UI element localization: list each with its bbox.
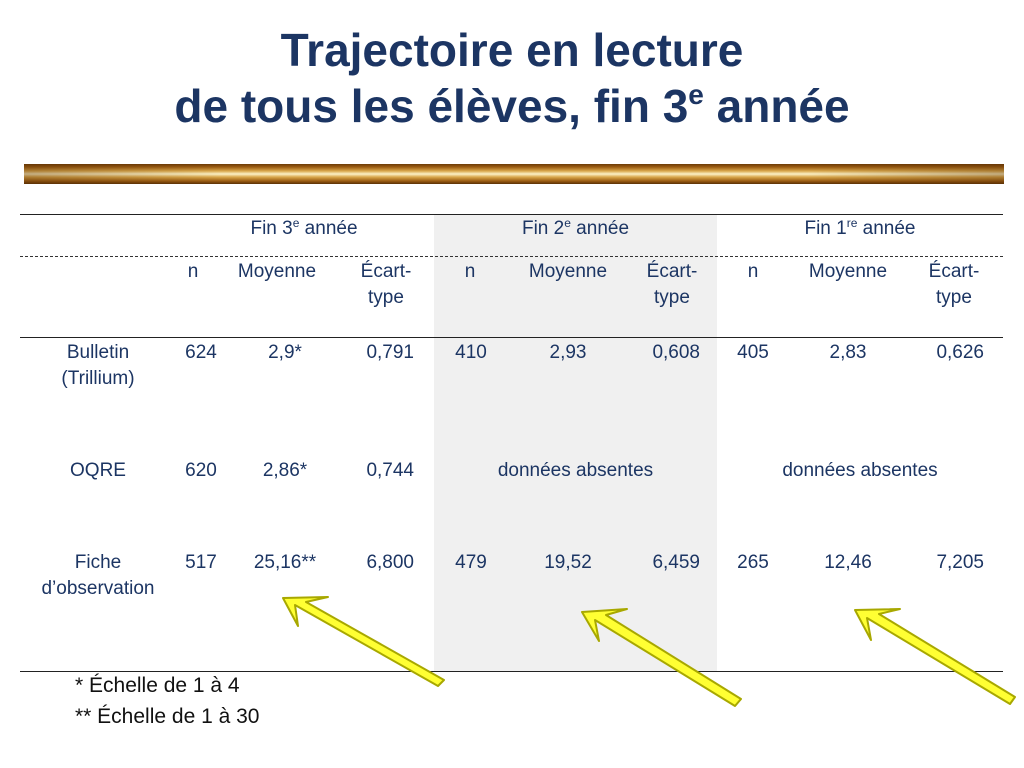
- subheader-ecart-line2: type: [936, 287, 972, 308]
- group-header-text: Fin 3: [250, 218, 293, 239]
- cell-moyenne: 2,86*: [262, 460, 308, 481]
- row-label-oqre: [28, 458, 168, 484]
- cell-n: 410: [455, 342, 487, 363]
- subheader-moyenne: Moyenne: [237, 261, 317, 282]
- group-header-fin-2: [434, 216, 717, 242]
- footnote-scale-1-30: ** Échelle de 1 à 30: [75, 705, 260, 728]
- group-header-fin-3: [180, 216, 428, 242]
- subheader-ecart-type: [632, 259, 712, 311]
- title-line-1: Trajectoire en lecture: [280, 24, 744, 76]
- header-divider-rule: [20, 256, 1003, 257]
- row-label-line2: (Trillium): [61, 368, 135, 389]
- cell-moyenne: 2,83: [829, 342, 867, 363]
- cell-ecart-type: 0,744: [366, 460, 414, 481]
- subheader-moyenne: Moyenne: [528, 261, 608, 282]
- cell-ecart-type: 7,205: [936, 552, 984, 573]
- title-line-2-text: de tous les élèves, fin 3: [174, 80, 689, 132]
- cell-moyenne: 2,93: [549, 342, 587, 363]
- group-header-sup: e: [564, 216, 571, 230]
- subheader-ecart-line2: type: [368, 287, 404, 308]
- table-top-rule: [20, 214, 1003, 215]
- cell-ecart-type: 0,791: [366, 342, 414, 363]
- row-label-line1: Fiche: [74, 552, 122, 573]
- cell-n: 620: [185, 460, 217, 481]
- arrow-icon: [283, 597, 444, 686]
- group-header-suffix: année: [857, 218, 916, 239]
- row-label-line1: OQRE: [70, 460, 126, 481]
- subheader-ecart-type: [346, 259, 426, 311]
- cell-donnees-absentes: données absentes: [782, 460, 938, 481]
- group-header-sup: e: [292, 216, 300, 230]
- subheader-ecart-line1: Écart-: [360, 261, 412, 282]
- cell-ecart-type: 6,800: [366, 552, 414, 573]
- footnote-scale-1-4: * Échelle de 1 à 4: [75, 674, 240, 697]
- subheader-ecart-line2: type: [654, 287, 690, 308]
- title-superscript: e: [688, 79, 704, 110]
- title-line-2-suffix: année: [703, 80, 850, 132]
- subheader-n: n: [747, 261, 759, 282]
- group-header-sup: re: [846, 216, 858, 230]
- cell-n: 517: [185, 552, 217, 573]
- group-header-suffix: année: [299, 218, 358, 239]
- cell-donnees-absentes: données absentes: [497, 460, 654, 481]
- title-line-2: [0, 78, 1024, 134]
- slide-title: [0, 22, 1024, 134]
- subheader-n: n: [464, 261, 476, 282]
- row-label-fiche-observation: [28, 550, 168, 602]
- group-header-text: Fin 1: [804, 218, 847, 239]
- subheader-moyenne: Moyenne: [808, 261, 888, 282]
- subheader-ecart-type: [914, 259, 994, 311]
- cell-ecart-type: 0,608: [652, 342, 700, 363]
- group-header-fin-1: [717, 216, 1003, 242]
- arrow-icon: [855, 609, 1015, 704]
- subheader-ecart-line1: Écart-: [646, 261, 698, 282]
- cell-moyenne: 2,9*: [268, 342, 302, 363]
- cell-moyenne: 19,52: [544, 552, 592, 573]
- header-bottom-rule: [20, 337, 1003, 338]
- cell-n: 405: [737, 342, 769, 363]
- cell-moyenne: 25,16**: [253, 552, 317, 573]
- group-header-suffix: année: [570, 218, 630, 239]
- cell-ecart-type: 6,459: [652, 552, 700, 573]
- row-label-line1: Bulletin: [66, 342, 130, 363]
- cell-n: 265: [737, 552, 769, 573]
- subheader-ecart-line1: Écart-: [928, 261, 980, 282]
- row-label-line2: d’observation: [41, 578, 155, 599]
- group-header-text: Fin 2: [521, 218, 565, 239]
- row-label-bulletin: [28, 340, 168, 392]
- cell-n: 479: [455, 552, 487, 573]
- subheader-n: n: [187, 261, 199, 282]
- cell-ecart-type: 0,626: [936, 342, 984, 363]
- decorative-gold-bar: [24, 164, 1004, 184]
- cell-n: 624: [185, 342, 217, 363]
- cell-moyenne: 12,46: [824, 552, 872, 573]
